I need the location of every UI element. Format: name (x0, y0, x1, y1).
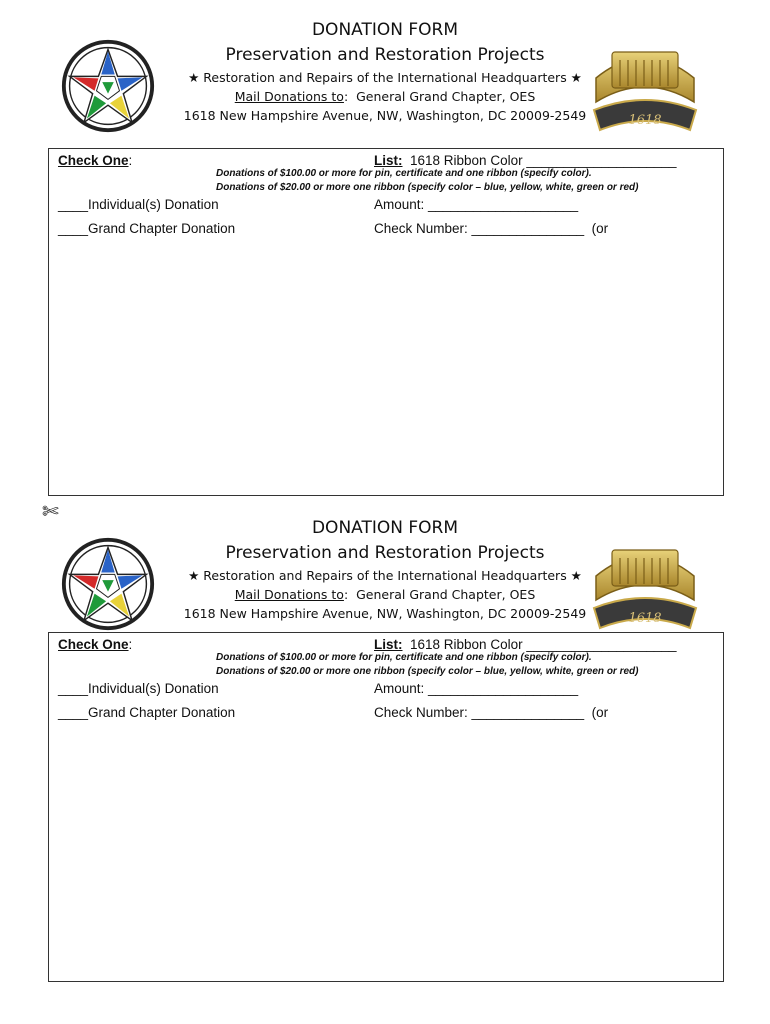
grand-chapter-donation-option[interactable]: ____Grand Chapter Donation (58, 221, 236, 236)
address-line: 1618 New Hampshire Avenue, NW, Washington, DC 20009-2549 (183, 606, 587, 621)
form-subtitle: Preservation and Restoration Projects (225, 543, 545, 563)
mail-value: General Grand Chapter, OES (348, 587, 536, 602)
headquarters-badge-icon (590, 536, 700, 636)
check-number-field[interactable]: Check Number: _______________ (or (374, 221, 609, 236)
mail-colon: : (343, 89, 349, 104)
grand-chapter-donation-option[interactable]: ____Grand Chapter Donation (58, 705, 236, 720)
donation-form-top (0, 0, 770, 490)
donation-note-20: Donations of $20.00 or more one ribbon (specify color – blue, yellow, white, green or red) (216, 666, 639, 677)
headquarters-badge-icon (590, 38, 700, 138)
donation-note-100: Donations of $100.00 or more for pin, certificate and one ribbon (specify color). (216, 652, 592, 663)
scissors-icon: ✄ (42, 501, 59, 523)
check-one-label: Check One (58, 637, 129, 652)
individual-donation-option[interactable]: ____Individual(s) Donation (58, 681, 219, 696)
check-one-line (58, 637, 132, 652)
mail-colon: : (343, 587, 349, 602)
badge-year: 1618 (628, 611, 662, 626)
mail-value: General Grand Chapter, OES (348, 89, 536, 104)
form-header (0, 0, 770, 140)
check-one-colon: : (128, 637, 133, 652)
donation-note-100: Donations of $100.00 or more for pin, certificate and one ribbon (specify color). (216, 168, 592, 179)
restoration-line: ★ Restoration and Repairs of the International Headquarters ★ (188, 568, 582, 583)
mail-label: Mail Donations to (234, 587, 344, 602)
donation-box (48, 148, 724, 496)
list-label: List: (374, 637, 403, 652)
form-title: DONATION FORM (311, 518, 459, 538)
check-one-line (58, 153, 132, 168)
form-header (0, 498, 770, 638)
form-subtitle: Preservation and Restoration Projects (225, 45, 545, 65)
check-one-colon: : (128, 153, 133, 168)
mail-label: Mail Donations to (234, 89, 344, 104)
list-line (374, 153, 677, 168)
check-one-label: Check One (58, 153, 129, 168)
ribbon-color-field[interactable]: 1618 Ribbon Color ____________________ (402, 153, 677, 168)
ribbon-color-field[interactable]: 1618 Ribbon Color ____________________ (402, 637, 677, 652)
amount-field[interactable]: Amount: ____________________ (374, 681, 579, 696)
list-line (374, 637, 677, 652)
donation-note-20: Donations of $20.00 or more one ribbon (specify color – blue, yellow, white, green or red) (216, 182, 639, 193)
amount-field[interactable]: Amount: ____________________ (374, 197, 579, 212)
donation-box (48, 632, 724, 982)
check-number-field[interactable]: Check Number: _______________ (or (374, 705, 609, 720)
badge-year: 1618 (628, 113, 662, 128)
restoration-line: ★ Restoration and Repairs of the International Headquarters ★ (188, 70, 582, 85)
individual-donation-option[interactable]: ____Individual(s) Donation (58, 197, 219, 212)
form-title: DONATION FORM (311, 20, 459, 40)
donation-form-bottom (0, 498, 770, 988)
list-label: List: (374, 153, 403, 168)
address-line: 1618 New Hampshire Avenue, NW, Washington, DC 20009-2549 (183, 108, 587, 123)
